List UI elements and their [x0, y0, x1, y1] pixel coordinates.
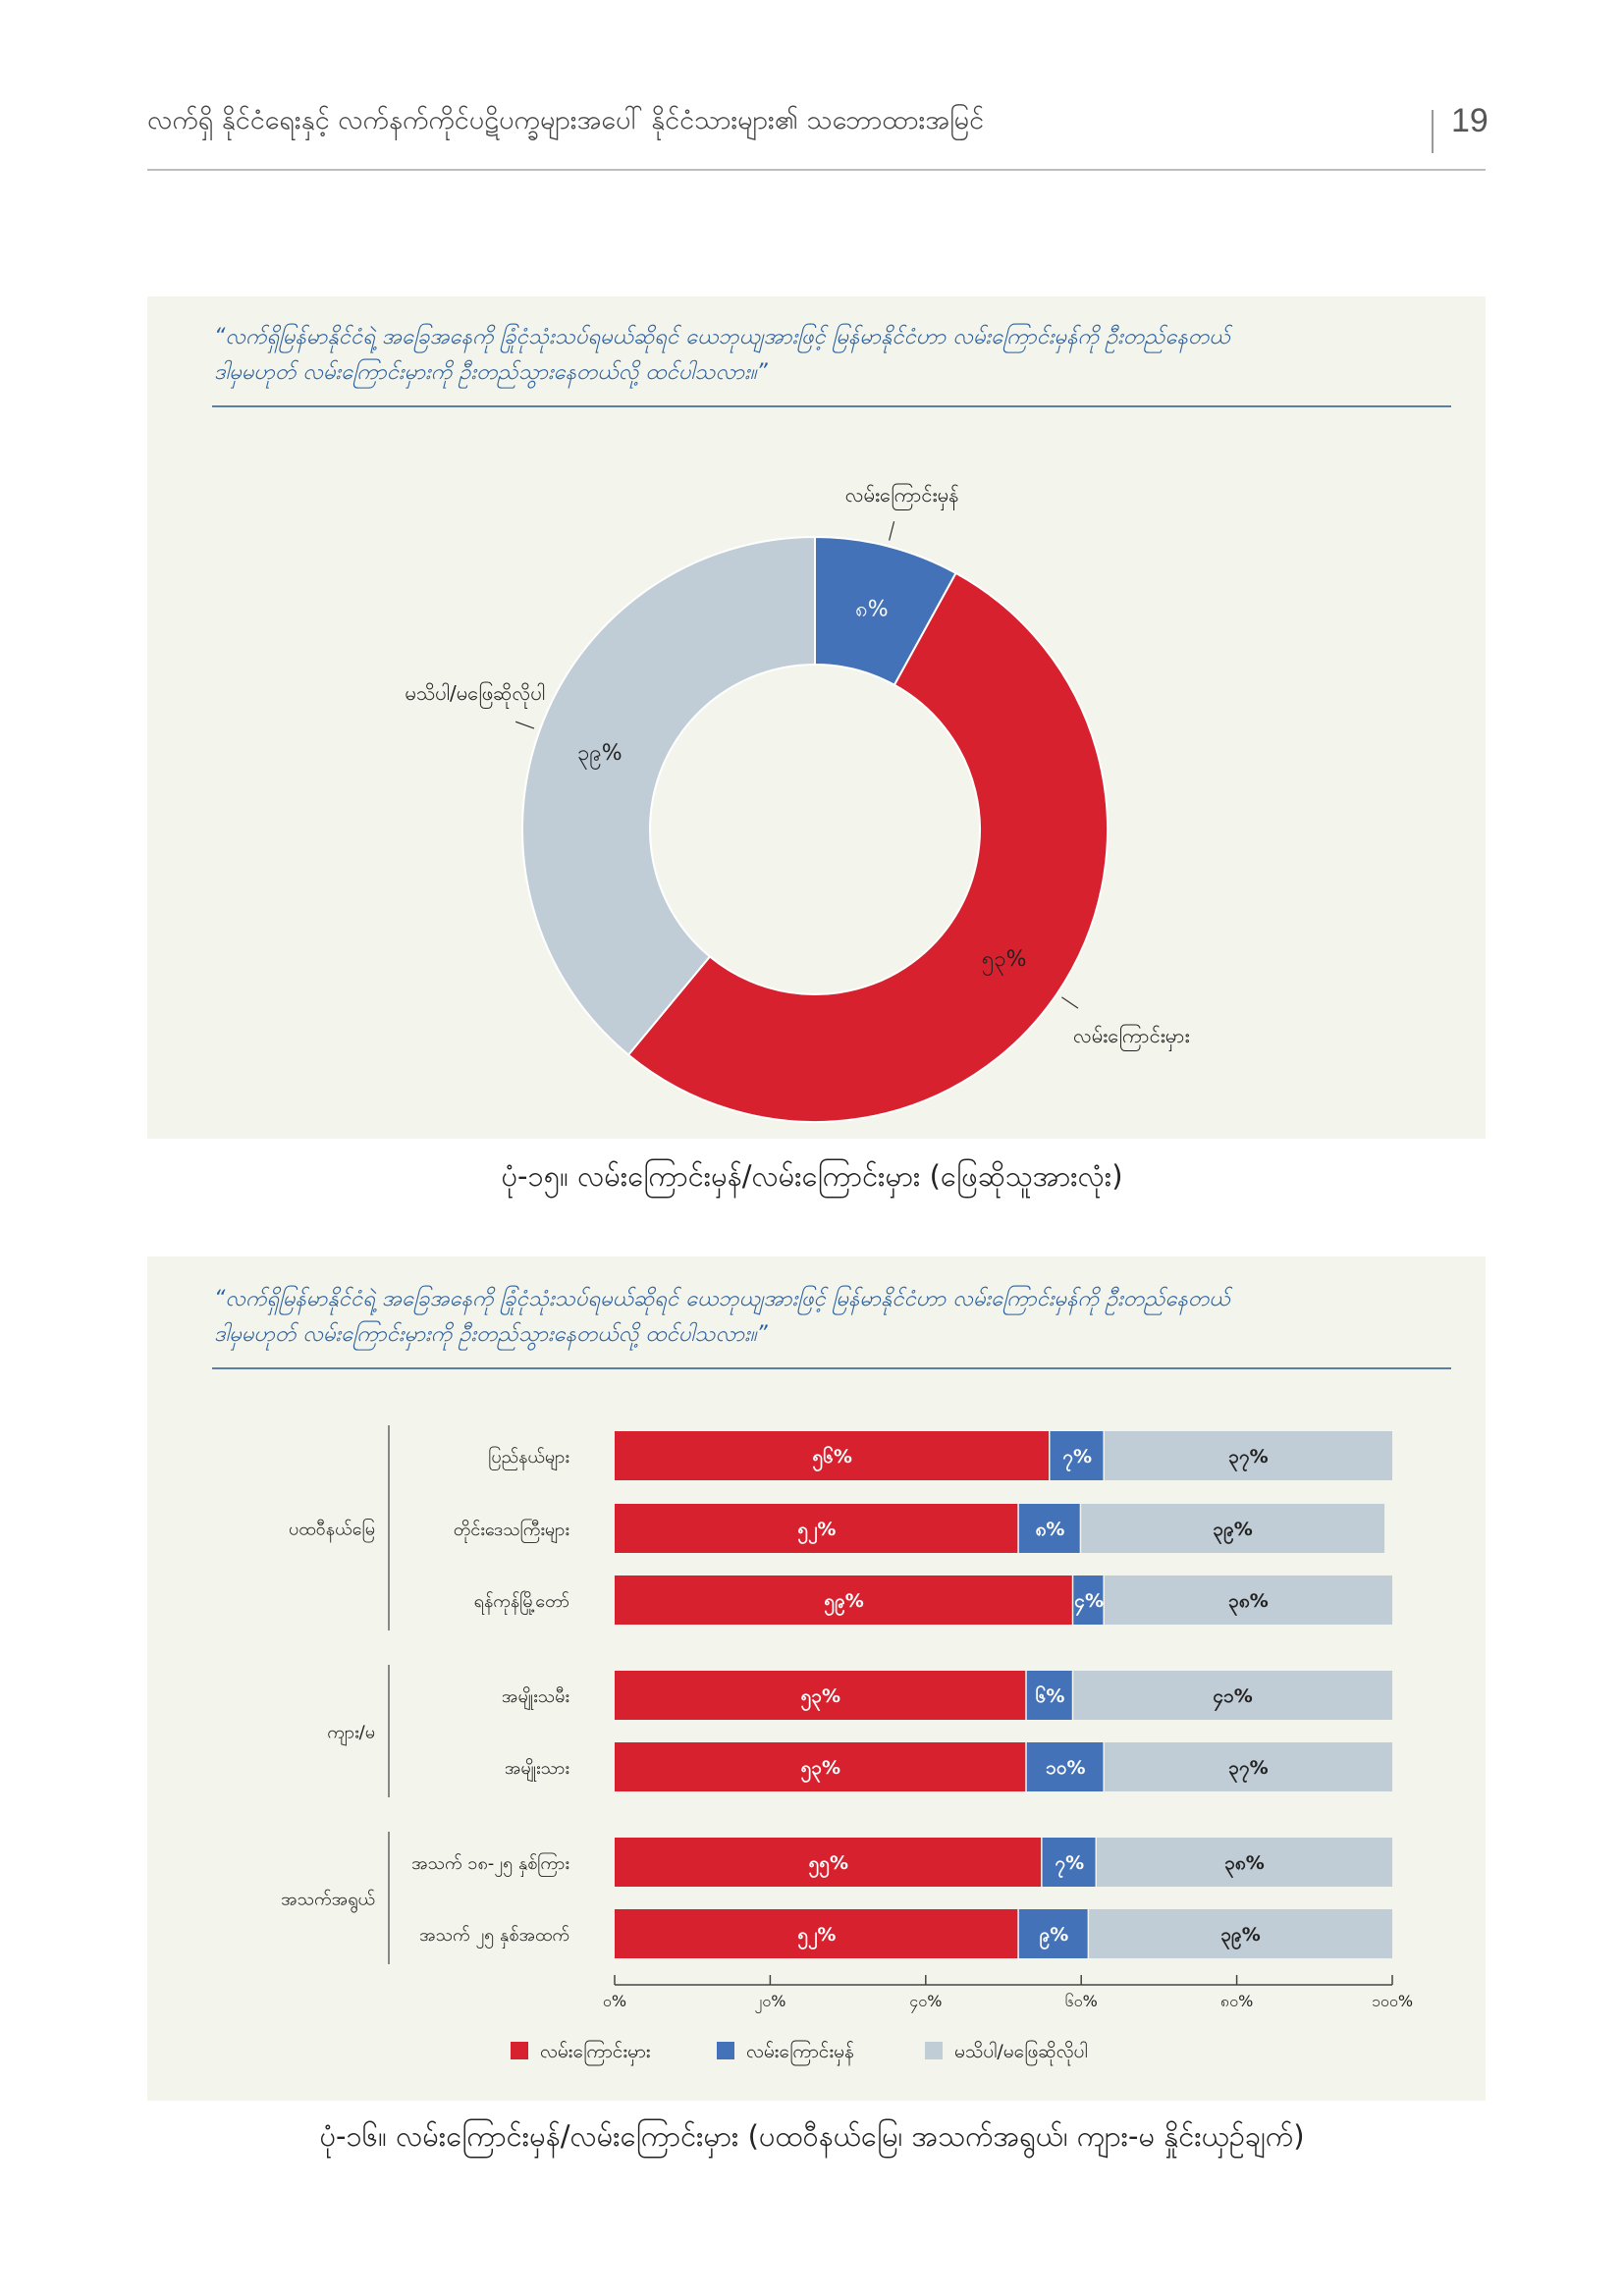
legend-swatch: [925, 2042, 943, 2059]
bar-value-label: ၃၈%: [1224, 1852, 1265, 1874]
donut-slice: [522, 537, 815, 1055]
bar-value-label: ၃၇%: [1228, 1757, 1269, 1779]
figure1-panel: [147, 296, 1486, 1139]
x-tick-label: ၆၀%: [1064, 1992, 1098, 2010]
header-separator: [1432, 110, 1434, 153]
bar-value-label: ၇%: [1062, 1446, 1093, 1468]
donut-leader-line: [890, 521, 894, 540]
bar-value-label: ၅၆%: [812, 1446, 852, 1468]
x-tick-label: ၈၀%: [1219, 1992, 1254, 2010]
donut-value-label: ၅၃%: [981, 946, 1027, 972]
donut-chart: [147, 296, 1486, 1139]
figure1-question-line1: “လက်ရှိမြန်မာနိုင်ငံရဲ့ အခြေအနေကို ခြုံငုံသုံးသပ်ရမယ်ဆိုရင် ယေဘုယျအားဖြင့် မြန်မာနိုင်ငံဟာ လမ်းကြောင်းမှန်ကို ဦးတည်နေတယ်: [214, 325, 1230, 349]
bar-category-label: အသက် ၁၈-၂၅ နှစ်ကြား: [411, 1853, 569, 1874]
bar-value-label: ၃၉%: [1220, 1924, 1261, 1946]
bar-value-label: ၃၉%: [1213, 1519, 1253, 1540]
bar-category-label: ရန်ကုန်မြို့တော်: [473, 1591, 569, 1612]
bar-value-label: ၃၇%: [1228, 1446, 1269, 1468]
legend-swatch: [717, 2042, 734, 2059]
donut-category-label: မသိပါ/မဖြေဆိုလိုပါ: [405, 681, 546, 706]
bar-category-label: တိုင်းဒေသကြီးများ: [453, 1520, 569, 1540]
stacked-bar-chart: [147, 1256, 1486, 2101]
page-number: 19: [1451, 102, 1489, 139]
group-label: ပထဝီနယ်မြေ: [289, 1519, 375, 1540]
bar-value-label: ၅၂%: [797, 1924, 837, 1946]
donut-category-label: လမ်းကြောင်းမှား: [1072, 1024, 1190, 1048]
header-title: လက်ရှိ နိုင်ငံရေးနှင့် လက်နက်ကိုင်ပဋိပက္ခများအပေါ် နိုင်ငံသားများ၏ သဘောထားအမြင်: [147, 105, 985, 135]
bar-category-label: အမျိုးသမီး: [501, 1686, 569, 1707]
donut-leader-line: [1061, 997, 1078, 1008]
bar-value-label: ၅၃%: [800, 1685, 841, 1707]
legend-label: လမ်းကြောင်းမှန်: [746, 2041, 854, 2062]
bar-category-label: အမျိုးသား: [504, 1758, 569, 1779]
figure1-caption: ပုံ-၁၅။ လမ်းကြောင်းမှန်/လမ်းကြောင်းမှား (ဖြေဆိုသူအားလုံး): [501, 1159, 1123, 1193]
header-rule: [147, 169, 1486, 171]
bar-category-label: အသက် ၂၅ နှစ်အထက်: [419, 1925, 569, 1946]
donut-value-label: ၈%: [855, 597, 889, 622]
group-label: အသက်အရွယ်: [281, 1889, 375, 1910]
bar-value-label: ၆%: [1035, 1685, 1065, 1707]
x-tick-label: ၀%: [602, 1992, 627, 2010]
bar-value-label: ၇%: [1055, 1852, 1085, 1874]
figure2-question-line1: “လက်ရှိမြန်မာနိုင်ငံရဲ့ အခြေအနေကို ခြုံငုံသုံးသပ်ရမယ်ဆိုရင် ယေဘုယျအားဖြင့် မြန်မာနိုင်ငံဟာ လမ်းကြောင်းမှန်ကို ဦးတည်နေတယ်: [214, 1287, 1230, 1311]
x-tick-label: ၁၀၀%: [1371, 1992, 1414, 2010]
bar-value-label: ၅၃%: [800, 1757, 841, 1779]
legend-label: မသိပါ/မဖြေဆိုလိုပါ: [954, 2041, 1088, 2062]
legend-label: လမ်းကြောင်းမှား: [540, 2041, 651, 2062]
donut-leader-line: [515, 721, 534, 728]
x-tick-label: ၄၀%: [909, 1992, 943, 2010]
bar-value-label: ၅၅%: [808, 1852, 849, 1874]
bar-value-label: ၈%: [1035, 1519, 1065, 1540]
bar-value-label: ၅၉%: [824, 1590, 864, 1612]
x-tick-label: ၂၀%: [754, 1992, 786, 2010]
figure2-panel: [147, 1256, 1486, 2101]
figure1-question-line2: ဒါမှမဟုတ် လမ်းကြောင်းမှားကို ဦးတည်သွားနေတယ်လို့ ထင်ပါသလား။”: [214, 360, 768, 385]
bar-value-label: ၃၈%: [1228, 1590, 1269, 1612]
donut-value-label: ၃၉%: [576, 741, 623, 767]
bar-value-label: ၉%: [1039, 1924, 1069, 1946]
group-label: ကျား/မ: [327, 1722, 375, 1743]
bar-value-label: ၅၂%: [797, 1519, 837, 1540]
figure2-caption: ပုံ-၁၆။ လမ်းကြောင်းမှန်/လမ်းကြောင်းမှား (ပထဝီနယ်မြေ၊ အသက်အရွယ်၊ ကျား-မ နှိုင်းယှဉ်ချက်): [319, 2119, 1305, 2153]
donut-category-label: လမ်းကြောင်းမှန်: [844, 483, 959, 507]
bar-value-label: ၄၁%: [1213, 1685, 1253, 1707]
bar-value-label: ၄%: [1074, 1590, 1104, 1612]
figure2-question-line2: ဒါမှမဟုတ် လမ်းကြောင်းမှားကို ဦးတည်သွားနေတယ်လို့ ထင်ပါသလား။”: [214, 1322, 768, 1347]
legend-swatch: [511, 2042, 528, 2059]
bar-value-label: ၁၀%: [1046, 1757, 1086, 1779]
bar-category-label: ပြည်နယ်များ: [488, 1447, 569, 1468]
